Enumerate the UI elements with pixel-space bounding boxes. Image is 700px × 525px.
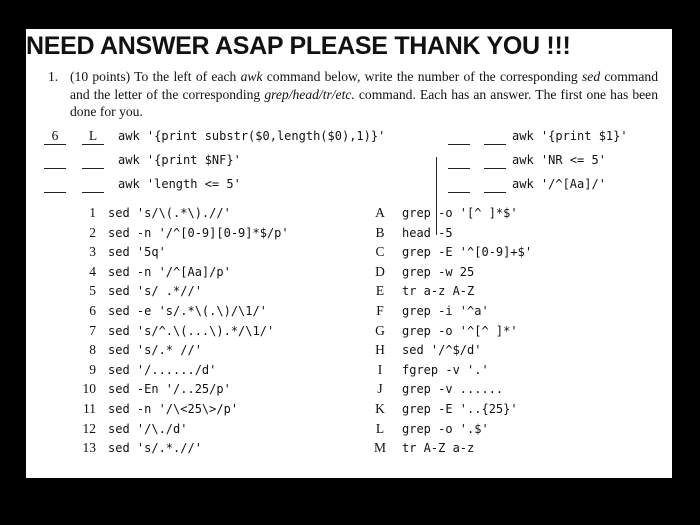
- answer-letter-blank[interactable]: [484, 152, 506, 169]
- sed-command: sed 's/ .*//': [108, 284, 202, 299]
- sed-number: 8: [89, 342, 96, 358]
- worksheet: [26, 29, 672, 478]
- command-letter: K: [375, 401, 385, 416]
- sed-command: sed -n '/^[Aa]/p': [108, 264, 231, 279]
- other-command: grep -o '[^ ]*$': [402, 206, 518, 220]
- awk-command: awk '{print $NF}': [118, 153, 241, 167]
- answer-number-blank[interactable]: [448, 128, 470, 145]
- question-number: 1.: [48, 69, 59, 84]
- sed-number: 6: [89, 303, 96, 318]
- sed-number: 9: [89, 361, 96, 377]
- headline: NEED ANSWER ASAP PLEASE THANK YOU !!!: [26, 32, 571, 60]
- answer-number-blank[interactable]: [44, 152, 66, 169]
- command-letter: M: [373, 440, 386, 456]
- sed-number: 13: [82, 440, 96, 456]
- question-text-part: command and the letter of the corresponding: [70, 69, 658, 102]
- sed-number: 5: [89, 283, 96, 299]
- other-command: grep -i '^a': [402, 304, 489, 318]
- other-command: tr a-z A-Z: [402, 284, 475, 299]
- answer-letter-blank[interactable]: [82, 152, 104, 169]
- sed-command: sed -En '/..25/p': [108, 382, 231, 397]
- sed-number: 2: [89, 224, 96, 240]
- answer-letter-blank[interactable]: [82, 176, 104, 193]
- sed-command: sed '/....../d': [108, 362, 217, 377]
- command-letter: C: [375, 244, 385, 260]
- command-letter: B: [375, 224, 385, 240]
- sed-number: 7: [89, 322, 96, 338]
- sed-command: sed -n '/\<25\>/p': [108, 402, 239, 416]
- other-command: grep -E '..{25}': [402, 402, 518, 416]
- answer-number-blank[interactable]: 6: [44, 128, 66, 145]
- answer-letter-blank[interactable]: [484, 128, 506, 145]
- question-text-part: awk: [240, 69, 263, 84]
- sed-number: 1: [89, 205, 96, 220]
- other-command: fgrep -v '.': [402, 362, 489, 377]
- awk-command: awk 'NR <= 5': [512, 153, 606, 167]
- command-letter: A: [375, 205, 385, 220]
- command-letter: L: [375, 420, 385, 436]
- command-letter: J: [377, 381, 383, 397]
- question-text: [70, 68, 658, 121]
- answer-number-blank[interactable]: [448, 152, 470, 169]
- question-text-part: sed: [582, 69, 601, 84]
- command-letter: I: [377, 361, 383, 377]
- sed-command: sed 's/.*.//': [108, 441, 202, 456]
- question-text-part: command. Each has an answer. The first one has been done for you.: [70, 86, 659, 119]
- answer-letter-blank[interactable]: [484, 176, 506, 193]
- sed-number: 10: [82, 381, 96, 397]
- question-text-part: command below, write the number of the corresponding: [262, 69, 582, 84]
- question-text-part: grep/head/tr/etc.: [264, 86, 355, 102]
- question-block: [48, 68, 658, 121]
- sed-command: sed 's/.* //': [108, 343, 202, 358]
- sed-command: sed -e 's/.*\(.\)/\1/': [108, 304, 267, 318]
- command-letter: H: [375, 342, 385, 358]
- sed-command: sed -n '/^[0-9][0-9]*$/p': [108, 225, 289, 240]
- other-command: grep -w 25: [402, 264, 475, 279]
- sed-number: 3: [89, 244, 96, 260]
- sed-number: 4: [89, 263, 96, 279]
- sed-number: 12: [82, 420, 96, 436]
- awk-command: awk '/^[Aa]/': [512, 177, 606, 191]
- command-letter: E: [375, 283, 385, 299]
- sed-command: sed 's/^.\(...\).*/\1/': [108, 323, 275, 338]
- other-command: sed '/^$/d': [402, 343, 482, 358]
- answer-number-blank[interactable]: [44, 176, 66, 193]
- answer-letter-blank[interactable]: L: [82, 128, 104, 145]
- awk-command: awk '{print substr($0,length($0),1)}': [118, 129, 386, 143]
- answer-number-blank[interactable]: [448, 176, 470, 193]
- sed-command: sed '/\./d': [108, 421, 188, 436]
- command-letter: G: [375, 322, 385, 338]
- sed-command: sed 's/\(.*\).//': [108, 206, 231, 220]
- other-command: grep -v ......: [402, 382, 504, 397]
- sed-command: sed '5q': [108, 245, 166, 260]
- question-text-part: (10 points) To the left of each: [70, 69, 241, 84]
- command-letter: F: [376, 303, 384, 318]
- command-letter: D: [375, 263, 385, 279]
- column-divider: [436, 157, 437, 235]
- other-command: grep -o '.$': [402, 421, 489, 436]
- other-command: grep -o '^[^ ]*': [402, 323, 518, 338]
- sed-number: 11: [83, 401, 96, 416]
- awk-command: awk 'length <= 5': [118, 177, 241, 191]
- other-command: head -5: [402, 225, 453, 240]
- other-command: grep -E '^[0-9]+$': [402, 245, 533, 260]
- awk-command: awk '{print $1}': [512, 129, 628, 143]
- other-command: tr A-Z a-z: [402, 441, 475, 456]
